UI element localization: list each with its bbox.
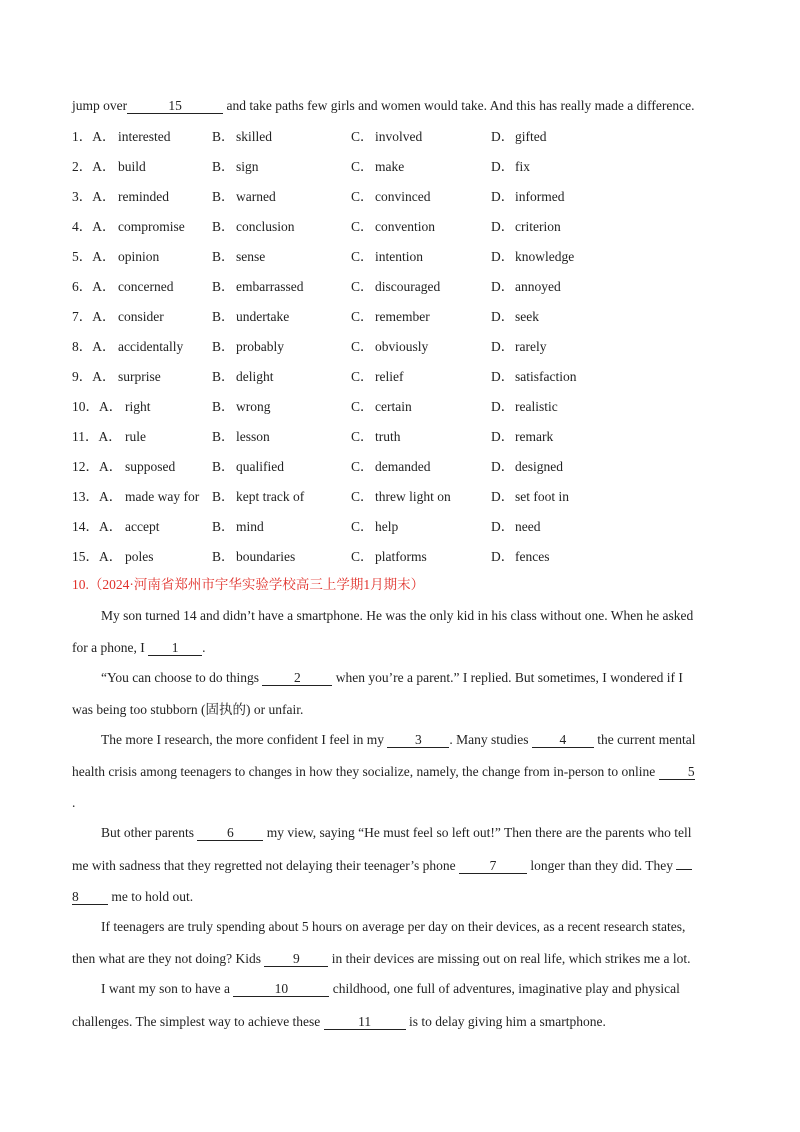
option-b-label: B． [212, 489, 235, 504]
option-number: 10．A． [72, 399, 123, 414]
option-c-label: C． [351, 279, 374, 294]
option-a: compromise [118, 219, 185, 234]
option-number: 6．A． [72, 279, 116, 294]
option-d-label: D． [491, 369, 515, 384]
option-number: 2．A． [72, 159, 116, 174]
option-d-label: D． [491, 249, 515, 264]
text-segment: challenges. The simplest way to achieve these [72, 1014, 321, 1029]
text-segment: is to delay giving him a smartphone. [409, 1014, 606, 1029]
option-d-label: D． [491, 399, 515, 414]
option-d-label: D． [491, 549, 515, 564]
text-segment: my view, saying “He must feel so left out!” Then there are the parents who tell [266, 825, 692, 840]
option-c-label: C． [351, 549, 374, 564]
option-c: certain [375, 399, 412, 414]
option-d: knowledge [515, 249, 575, 264]
option-number: 11．A． [72, 429, 122, 444]
option-b: boundaries [236, 549, 296, 564]
option-d: rarely [515, 339, 547, 354]
option-c-label: C． [351, 369, 374, 384]
option-d-label: D． [491, 309, 515, 324]
option-c: relief [375, 369, 404, 384]
option-a: accept [125, 519, 160, 534]
option-c: involved [375, 129, 423, 144]
blank-7: 7 [459, 858, 527, 874]
option-b-label: B． [212, 339, 235, 354]
option-a: accidentally [118, 339, 184, 354]
text-segment: . [72, 795, 76, 810]
option-c: truth [375, 429, 401, 444]
text-segment: “You can choose to do things [101, 670, 259, 685]
option-d-label: D． [491, 159, 515, 174]
text-segment: in their devices are missing out on real life, which strikes me a lot. [331, 951, 691, 966]
blank-8: 8 [72, 889, 108, 905]
option-number: 1．A． [72, 129, 116, 144]
option-number: 5．A． [72, 249, 116, 264]
option-b-label: B． [212, 249, 235, 264]
option-d: designed [515, 459, 563, 474]
option-a: reminded [118, 189, 169, 204]
text-segment: was being too stubborn (固执的) or unfair. [72, 702, 304, 717]
option-d-label: D． [491, 279, 515, 294]
passage-line [72, 794, 732, 812]
blank-3: 3 [387, 732, 449, 748]
text-segment: . [202, 640, 206, 655]
option-b: warned [236, 189, 276, 204]
option-b: sign [236, 159, 259, 174]
option-d-label: D． [491, 459, 515, 474]
passage-line [101, 607, 731, 625]
blank-8-start [676, 869, 692, 870]
blank-10: 10 [233, 981, 329, 997]
option-b: undertake [236, 309, 290, 324]
text-segment: I want my son to have a [101, 981, 230, 996]
option-d-label: D． [491, 489, 515, 504]
option-c: discouraged [375, 279, 441, 294]
passage-line [101, 824, 731, 842]
option-number: 8．A． [72, 339, 116, 354]
option-b: skilled [236, 129, 272, 144]
question-heading: 10.（2024·河南省郑州市宇华实验学校高三上学期1月期末） [72, 577, 425, 592]
option-c: convinced [375, 189, 431, 204]
option-a: poles [125, 549, 154, 564]
option-b: wrong [236, 399, 271, 414]
text-segment: My son turned 14 and didn’t have a smartphone. He was the only kid in his class without one. When he asked [101, 608, 694, 623]
option-a: build [118, 159, 146, 174]
option-number: 9．A． [72, 369, 116, 384]
option-b: sense [236, 249, 266, 264]
text-segment: me with sadness that they regretted not delaying their teenager’s phone [72, 858, 456, 873]
option-b: probably [236, 339, 284, 354]
text-segment: then what are they not doing? Kids [72, 951, 261, 966]
option-number: 7．A． [72, 309, 116, 324]
option-a: rule [125, 429, 146, 444]
passage-line [72, 763, 732, 781]
option-d-label: D． [491, 519, 515, 534]
passage-line [101, 918, 731, 936]
option-c: obviously [375, 339, 429, 354]
option-d: realistic [515, 399, 558, 414]
blank-15: 15 [127, 98, 223, 114]
option-d-label: D． [491, 339, 515, 354]
option-b-label: B． [212, 429, 235, 444]
option-c-label: C． [351, 189, 374, 204]
text-segment: health crisis among teenagers to changes in how they socialize, namely, the change from in-person to online [72, 764, 656, 779]
option-b-label: B． [212, 219, 235, 234]
option-c-label: C． [351, 519, 374, 534]
option-b-label: B． [212, 519, 235, 534]
option-c-label: C． [351, 159, 374, 174]
passage-line [101, 669, 731, 687]
blank-1: 1 [148, 640, 202, 656]
option-b: embarrassed [236, 279, 304, 294]
option-b-label: B． [212, 549, 235, 564]
option-b-label: B． [212, 369, 235, 384]
blank-2: 2 [262, 670, 332, 686]
text-segment: The more I research, the more confident I feel in my [101, 732, 384, 747]
option-number: 4．A． [72, 219, 116, 234]
passage-line [72, 1013, 732, 1031]
option-c-label: C． [351, 459, 374, 474]
passage-line [101, 980, 731, 998]
option-d: remark [515, 429, 554, 444]
option-c-label: C． [351, 219, 374, 234]
option-b-label: B． [212, 399, 235, 414]
option-c: make [375, 159, 405, 174]
option-d: satisfaction [515, 369, 577, 384]
option-b-label: B． [212, 279, 235, 294]
option-d: gifted [515, 129, 547, 144]
option-number: 13．A． [72, 489, 123, 504]
passage-line [72, 857, 732, 875]
option-b: lesson [236, 429, 270, 444]
option-number: 3．A． [72, 189, 116, 204]
blank-6: 6 [197, 825, 263, 841]
blank-9: 9 [264, 951, 328, 967]
option-b-label: B． [212, 309, 235, 324]
option-c-label: C． [351, 429, 374, 444]
option-a: surprise [118, 369, 161, 384]
passage-line [101, 731, 731, 749]
option-b: mind [236, 519, 264, 534]
blank-4: 4 [532, 732, 594, 748]
option-c-label: C． [351, 339, 374, 354]
option-c: threw light on [375, 489, 451, 504]
option-c-label: C． [351, 309, 374, 324]
passage-line [72, 888, 732, 906]
option-b-label: B． [212, 159, 235, 174]
option-d: fix [515, 159, 530, 174]
passage-continuation-line [72, 97, 732, 115]
option-c-label: C． [351, 129, 374, 144]
option-number: 14．A． [72, 519, 123, 534]
option-a: supposed [125, 459, 176, 474]
option-a: opinion [118, 249, 160, 264]
option-c-label: C． [351, 249, 374, 264]
blank-11: 11 [324, 1014, 406, 1030]
option-a: right [125, 399, 151, 414]
option-c: demanded [375, 459, 431, 474]
passage-line [72, 701, 732, 719]
option-b: conclusion [236, 219, 295, 234]
option-c: intention [375, 249, 423, 264]
text-segment: If teenagers are truly spending about 5 hours on average per day on their devices, as a recent research states, [101, 919, 686, 934]
option-b: kept track of [236, 489, 305, 504]
option-d: set foot in [515, 489, 569, 504]
option-c: platforms [375, 549, 427, 564]
option-d-label: D． [491, 429, 515, 444]
option-d-label: D． [491, 129, 515, 144]
passage-line [72, 639, 732, 657]
option-c-label: C． [351, 489, 374, 504]
option-b: qualified [236, 459, 284, 474]
option-b: delight [236, 369, 274, 384]
option-a: consider [118, 309, 164, 324]
option-d-label: D． [491, 189, 515, 204]
option-d: need [515, 519, 541, 534]
text-segment: jump over [72, 98, 128, 113]
option-b-label: B． [212, 129, 235, 144]
text-segment: But other parents [101, 825, 194, 840]
option-d: criterion [515, 219, 561, 234]
option-d: informed [515, 189, 565, 204]
blank-5: 5 [659, 764, 695, 780]
option-d: fences [515, 549, 550, 564]
option-d: annoyed [515, 279, 561, 294]
option-c: remember [375, 309, 430, 324]
text-segment: me to hold out. [111, 889, 194, 904]
option-a: made way for [125, 489, 200, 504]
option-c: help [375, 519, 399, 534]
text-segment: . Many studies [449, 732, 529, 747]
option-d: seek [515, 309, 539, 324]
option-c: convention [375, 219, 435, 234]
text-segment: childhood, one full of adventures, imaginative play and physical [332, 981, 680, 996]
passage-line [72, 950, 732, 968]
text-segment: when you’re a parent.” I replied. But sometimes, I wondered if I [335, 670, 683, 685]
option-a: interested [118, 129, 171, 144]
option-b-label: B． [212, 189, 235, 204]
text-segment: and take paths few girls and women would take. And this has really made a difference. [226, 98, 695, 113]
text-segment: longer than they did. They [530, 858, 673, 873]
text-segment: for a phone, I [72, 640, 145, 655]
text-segment: the current mental [597, 732, 696, 747]
option-number: 12．A． [72, 459, 123, 474]
option-c-label: C． [351, 399, 374, 414]
option-b-label: B． [212, 459, 235, 474]
option-a: concerned [118, 279, 174, 294]
option-d-label: D． [491, 219, 515, 234]
option-number: 15．A． [72, 549, 123, 564]
